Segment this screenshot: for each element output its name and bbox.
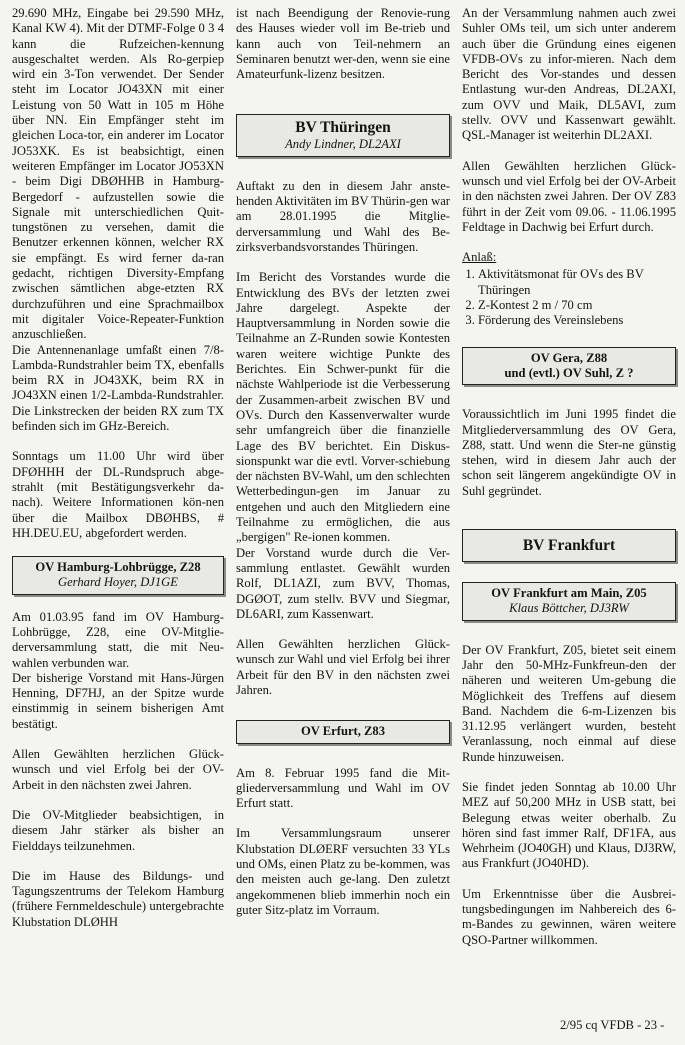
section-title: OV Frankfurt am Main, Z05 [491, 586, 647, 601]
section-box-ov-erfurt [236, 720, 450, 743]
paragraph: Voraussichtlich im Juni 1995 findet die Mitgliederversammlung des OV Gera, Z88, statt. Und wenn die Ster-ne günstig stehen, wird in diesem Jahr auch der schon seit längerem angekündigte OV in Suhl gegründet. [462, 407, 676, 498]
paragraph: Der bisherige Vorstand mit Hans-Jürgen Henning, DF7HJ, an der Spitze wurde einstimmig in seinem bisherigen Amt bestätigt. [12, 670, 224, 731]
paragraph: Der Vorstand wurde durch die Ver-sammlung entlastet. Gewählt wurden Rolf, DL1AZI, zum BVV, Thomas, DGØOT, zum stellv. BVV und Siegmar, DL6ARI, zum Kassenwart. [236, 545, 450, 621]
section-title: BV Thüringen [295, 119, 391, 137]
paragraph: Sonntags um 11.00 Uhr wird über DFØHHH der DL-Rundspruch abge-strahlt (mit Bestätigungsverkehr da-nach). Weitere Informationen kön-nen über die Mailbox DBØHBS, # HH.DEU.EU, abgefordert werden. [12, 449, 224, 540]
paragraph: Im Versammlungsraum unserer Klubstation DLØERF versuchten 33 YLs und OMs, einen Platz zu be-kommen, was den meisten auch ge-lang. Den zuletzt angekommenen blieb immerhin noch ein guter Sitz-platz im Vorraum. [236, 826, 450, 917]
paragraph: Allen Gewählten herzlichen Glück-wunsch zur Wahl und viel Erfolg bei ihrer Arbeit für den BV in den nächsten zwei Jahren. [236, 637, 450, 697]
list-item: 3. Förderung des Vereinslebens [478, 313, 676, 328]
section-author: Klaus Böttcher, DJ3RW [509, 601, 629, 616]
section-box-ov-frankfurt [462, 582, 676, 621]
paragraph: An der Versammlung nahmen auch zwei Suhler OMs teil, um sich unter anderem auch über die Gründung eines eigenen VFDB-OVs zu infor-mieren. Nach dem Bericht des Vor-standes und dessen Entlastung wur-den Andreas, DL2AXI, zum OVV und Maik, DL5AVI, zum stellv. OVV und Kassenwart gewählt. QSL-Manager ist weiterhin DL2AXI. [462, 6, 676, 143]
paragraph: Auftakt zu den in diesem Jahr anste-henden Aktivitäten im BV Thürin-gen war am 28.01.1995 die Mitglie-derversammlung und Wahl des Be-zirksverbandsvorstandes Thüringen. [236, 178, 450, 254]
anlass-list [462, 267, 676, 328]
paragraph: Am 01.03.95 fand im OV Hamburg-Lohbrügge, Z28, eine OV-Mitglie-derversammlung statt, die mit Neu-wahlen verbunden war. [12, 609, 224, 670]
paragraph: Die OV-Mitglieder beabsichtigen, in diesem Jahr stärker als bisher an Fielddays teilzunehmen. [12, 807, 224, 853]
paragraph: Am 8. Februar 1995 fand die Mit-gliederversammlung und Wahl im OV Erfurt statt. [236, 765, 450, 811]
paragraph: Um Erkenntnisse über die Ausbrei-tungsbedingungen im Nahbereich des 6-m-Bandes zu gewinnen, wären weitere QSO-Partner willkommen. [462, 886, 676, 947]
paragraph: Die Antennenanlage umfaßt einen 7/8-Lambda-Rundstrahler beim TX, ebenfalls beim RX in JO43XK, beim RX in JO43XN einen 1/2-Lambda-Rundstrahler. Die Linkstrecken der beiden RX zum TX befinden sich im GHz-Bereich. [12, 342, 224, 434]
paragraph: ist nach Beendigung der Renovie-rung des Hauses wieder voll im Be-trieb und kann auch von Teil-nehmern an Seminaren benutzt wer-den, wenn sie eine Amateurfunk-lizenz besitzen. [236, 6, 450, 82]
list-item: 2. Z-Kontest 2 m / 70 cm [478, 298, 676, 313]
section-box-bv-frankfurt [462, 529, 676, 562]
section-title: OV Hamburg-Lohbrügge, Z28 [35, 560, 201, 575]
paragraph: Der OV Frankfurt, Z05, bietet seit einem Jahr den 50-MHz-Funkfreun-den der näheren und weiteren Um-gebung die Möglichkeit des Treffens auf diesem Band. Nachdem die 6-m-Lizenzen bis 31.12.95 verlängert wurden, besteht Veranlassung, noch einmal auf diese Runde hinzuweisen. [462, 642, 676, 764]
list-item: 1. Aktivitätsmonat für OVs des BV Thüringen [478, 267, 676, 298]
section-title: BV Frankfurt [522, 537, 616, 555]
paragraph: Allen Gewählten herzlichen Glück-wunsch und viel Erfolg bei der OV-Arbeit in den nächsten zwei Jahren. [12, 747, 224, 792]
section-author: Gerhard Hoyer, DJ1GE [58, 575, 178, 590]
paragraph: Sie findet jeden Sonntag ab 10.00 Uhr MEZ auf 50,200 MHz in USB statt, bei Belegung etwas weiter oberhalb. Zu hören sind fast immer Ralf, DF1FA, aus Wehrheim (JO40GH) und Klaus, DJ3RW, aus Frankfurt (JO40HD). [462, 779, 676, 871]
paragraph: Allen Gewählten herzlichen Glück-wunsch und viel Erfolg bei der OV-Arbeit in den nächsten zwei Jahren. Der OV Z83 führt in der Zeit vom 09.06. - 11.06.1995 Feldtage in Dachwig bei Erfurt durch. [462, 158, 676, 234]
section-box-bv-thueringen [236, 114, 450, 156]
column-2 [236, 6, 450, 918]
column-1 [12, 6, 224, 930]
section-title: OV Erfurt, Z83 [300, 724, 386, 739]
page-footer: 2/95 cq VFDB - 23 - [560, 1018, 665, 1032]
paragraph: Im Bericht des Vorstandes wurde die Entwicklung des BVs der letzten zwei Jahre dargelegt. Aspekte der Hauptversammlung in Norden sowie die Teilnahme an Z-Runden sowie Kontesten waren weitere wichtige Punkte des Berichtes. Ein Schwer-punkt für die nächste Wahlperiode ist die Verbesserung der Zusammen-arbeit zwischen BV und OVs. Durch den Kassenverwalter wurde sehr umfangreich über die finanzielle Lage des BV berichtet. Ein Diskus-sionspunkt war die evtl. Vorver-schiebung der nächsten BV-Wahl, um den schlechten Wetterbedingun-gen im Januar zu entgehen und auch den Mitgliedern eine Teilnahme zu ermöglichen, die aus „bergigen" Re-ionen kommen. [236, 270, 450, 545]
column-3 [462, 6, 676, 948]
section-author: Andy Lindner, DL2AXI [285, 137, 401, 152]
section-box-hamburg-lohbruegge [12, 556, 224, 595]
paragraph: Die im Hause des Bildungs- und Tagungszentrums der Telekom Hamburg (frühere Fernmeldeschule) untergebrachte Klubstation DLØHH [12, 868, 224, 929]
paragraph: 29.690 MHz, Eingabe bei 29.590 MHz, Kanal KW 4). Mit der DTMF-Folge 0 3 4 kann die Rufzeichen-kennung ausgeschaltet werden. Als Ro-gerpiep wird ein 3-Ton verwendet. Der Sender steht im Locator JO43XN mit einer Leistung von 50 Watt in 105 m Höhe über NN. Ein Empfänger steht im gleichen Loca-tor, ein anderer im Locator JO53XK. Es ist beabsichtigt, einen weiteren Empfänger im Locator JO53XN - beim Digi DBØHHB in Hamburg-Bergedorf - aufzustellen sowie die Signale mit unterschiedlichen Quit-tungstönen zu versehen, damit die Benutzer erkennen können, welcher RX sie empfängt. Es wird ferner da-ran gedacht, richtigen Diversity-Empfang zwischen sämtlichen abge-etzten RX durchzuführen und eine Sprachmailbox mit digitaler Voice-Repeater-Funktion anzuschließen. [12, 6, 224, 342]
section-title: und (evtl.) OV Suhl, Z ? [504, 365, 634, 380]
section-title: OV Gera, Z88 [530, 350, 608, 365]
anlass-block [462, 250, 676, 328]
section-box-ov-gera [462, 347, 676, 386]
anlass-label: Anlaß: [462, 250, 497, 265]
